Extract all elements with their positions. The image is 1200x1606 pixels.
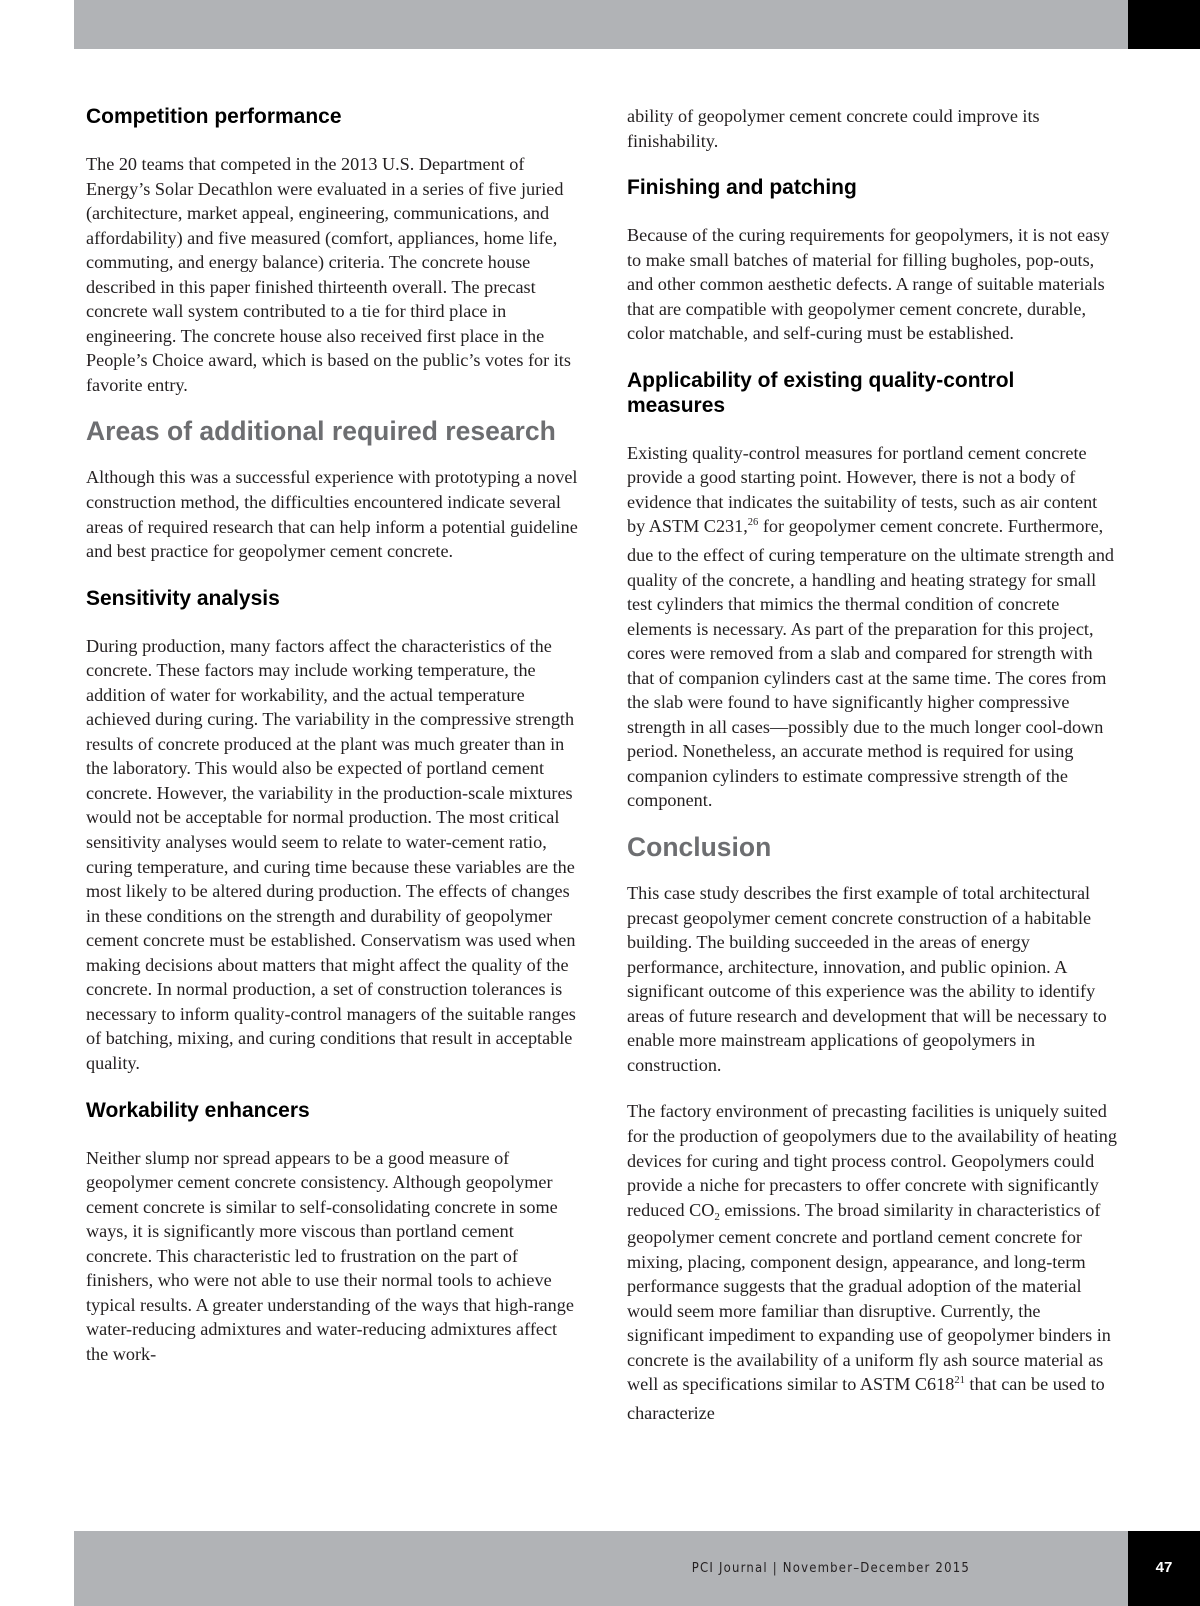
footer-journal-label: PCI Journal | November–December 2015 xyxy=(691,1561,970,1576)
paragraph-conclusion-2 xyxy=(627,1099,1117,1425)
conclusion-text-a: The factory environment of precasting facilities is uniquely suited for the production of geopolymers due to the availability of heating devices for curing and tight process control. Geopolymers could provide a niche for precasters to offer concrete with significantly reduced CO xyxy=(627,1101,1117,1220)
paragraph-workability: Neither slump nor spread appears to be a good measure of geopolymer cement concrete consistency. Although geopolymer cement concrete is similar to self-consolidating concrete in some ways, it is significantly more viscous than portland cement concrete. This characteristic led to frustration on the part of finishers, who were not able to use their normal tools to achieve typical results. A greater understanding of the ways that high-range water-reducing admixtures and water-reducing admixtures affect the work- xyxy=(86,1147,574,1364)
page-number: 47 xyxy=(1155,1559,1173,1576)
heading-workability-enhancers: Workability enhancers xyxy=(86,1098,310,1122)
header-band xyxy=(74,0,1128,49)
heading-finishing-patching: Finishing and patching xyxy=(627,176,857,200)
reference-21: 21 xyxy=(954,1375,965,1387)
paragraph-conclusion-1: This case study describes the first example of total architectural precast geopolymer cement concrete construction of a habitable building. The building succeeded in the areas of energy performance, architecture, innovation, and public opinion. A significant outcome of this experience was the ability to identify areas of future research and development that will be necessary to enable more mainstream applications of geopolymers in construction. xyxy=(627,883,1107,1075)
paragraph-sensitivity: During production, many factors affect the characteristics of the concrete. These factors may include working temperature, the addition of water for workability, and the actual temperature achieved during curing. The variability in the compressive strength results of concrete produced at the plant was much greater than in the laboratory. This would also be expected of portland cement concrete. However, the variability in the production-scale mixtures would not be acceptable for normal production. The most critical sensitivity analyses would seem to relate to water-cement ratio, curing temperature, and curing time because these variables are the most likely to be altered during production. The effects of changes in these conditions on the strength and durability of geopolymer cement concrete must be established. Conservatism was used when making decisions about matters that might affect the quality of the concrete. In normal production, a set of construction tolerances is necessary to inform quality-control managers of the suitable ranges of batching, mixing, and curing conditions that result in acceptable quality. xyxy=(86,635,576,1073)
paragraph-areas: Although this was a successful experience with prototyping a novel construction method, the difficulties encountered indicate several areas of required research that can help inform a potential guideline and best practice for geopolymer cement concrete. xyxy=(86,467,578,562)
heading-competition-performance: Competition performance xyxy=(86,105,342,128)
heading-sensitivity-analysis: Sensitivity analysis xyxy=(86,586,280,610)
paragraph-competition: The 20 teams that competed in the 2013 U.S. Department of Energy’s Solar Decathlon were evaluated in a series of five juried (architecture, market appeal, engineering, communications, and affordability) and five measured (comfort, appliances, home life, commuting, and energy balance) criteria. The concrete house described in this paper finished thirteenth overall. The precast concrete wall system contributed to a tie for third place in engineering. The concrete house also received first place in the People’s Choice award, which is based on the public’s votes for its favorite entry. xyxy=(86,154,571,395)
heading-applicability: Applicability of existing quality-control measures xyxy=(627,368,1015,417)
applicability-text-a: Existing quality-control measures for portland cement concrete provide a good starting point. However, there is not a body of evidence that indicates the suitability of tests, such as air content by ASTM C231, xyxy=(627,442,1098,537)
header-corner-block xyxy=(1128,0,1200,49)
paragraph-applicability xyxy=(627,441,1117,813)
conclusion-text-b: emissions. The broad similarity in characteristics of geopolymer cement concrete and portland cement concrete for mixing, placing, component design, appearance, and long-term performance suggests that the gradual adoption of the material would seem more familiar than disruptive. Currently, the significant impediment to expanding use of geopolymer binders in concrete is the availability of a uniform fly ash source material as well as specifications similar to ASTM C618 xyxy=(627,1199,1111,1395)
heading-conclusion: Conclusion xyxy=(627,832,772,863)
applicability-text-b: for geopolymer cement concrete. Furthermore, due to the effect of curing temperature on the ultimate strength and quality of the concrete, a handling and heating strategy for small test cylinders that mimics the thermal condition of concrete elements is necessary. As part of the preparation for this project, cores were removed from a slab and compared for strength with that of companion cylinders cast at the same time. The cores from the slab were found to have significantly higher compressive strength in all cases—possibly due to the much longer cool-down period. Nonetheless, an accurate method is required for using companion cylinders to estimate compressive strength of the component. xyxy=(627,516,1115,811)
left-column xyxy=(86,104,578,1388)
heading-areas-of-research: Areas of additional required research xyxy=(86,416,556,447)
paragraph-continued: ability of geopolymer cement concrete could improve its finishability. xyxy=(627,106,1040,151)
right-column xyxy=(627,104,1117,1448)
reference-26: 26 xyxy=(747,517,759,529)
conclusion-text-c: that can be used to characterize xyxy=(627,1374,1105,1423)
co2-subscript: 2 xyxy=(714,1210,720,1223)
paragraph-finishing: Because of the curing requirements for geopolymers, it is not easy to make small batches of material for filling bugholes, pop-outs, and other common aesthetic defects. A range of suitable materials that are compatible with geopolymer cement concrete, durable, color matchable, and self-curing must be established. xyxy=(627,225,1110,344)
